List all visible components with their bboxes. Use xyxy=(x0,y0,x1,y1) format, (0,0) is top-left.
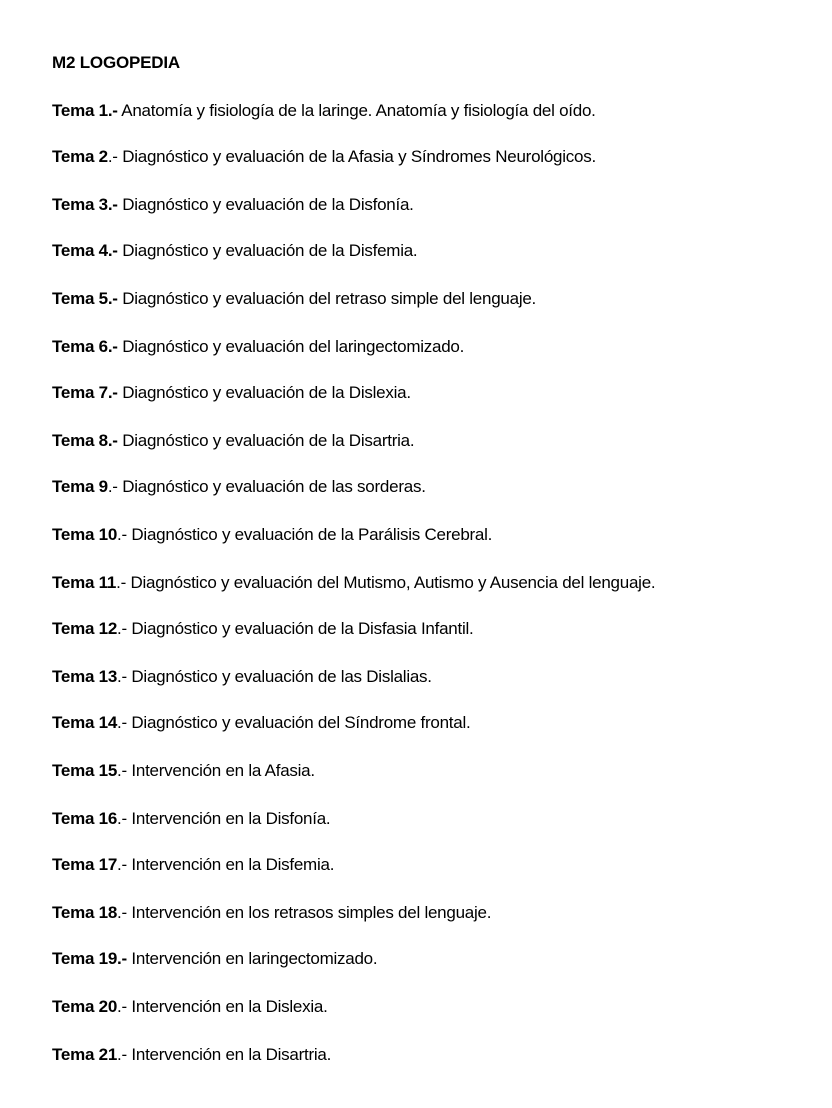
topic-item xyxy=(52,476,426,498)
topic-item xyxy=(52,288,536,310)
topic-text: Diagnóstico y evaluación de las sorderas. xyxy=(117,477,426,496)
topic-item xyxy=(52,712,470,734)
topic-item xyxy=(52,146,596,168)
topic-text: Diagnóstico y evaluación del laringectomizado. xyxy=(117,337,465,356)
topic-separator: .- xyxy=(117,619,127,638)
topic-item xyxy=(52,430,414,452)
topic-number: Tema 1.- xyxy=(52,101,118,120)
topic-item xyxy=(52,808,330,830)
document-heading: M2 LOGOPEDIA xyxy=(52,53,180,72)
topic-separator: .- xyxy=(117,713,127,732)
topic-number: Tema 4.- xyxy=(52,241,118,260)
topic-item xyxy=(52,194,414,216)
topic-text: Intervención en la Disfonía. xyxy=(126,809,331,828)
topic-number: Tema 11 xyxy=(52,573,117,592)
topic-text: Diagnóstico y evaluación de la Afasia y Síndromes Neurológicos. xyxy=(117,147,596,166)
topic-text: Intervención en la Disartria. xyxy=(126,1045,332,1064)
topic-number: Tema 3.- xyxy=(52,195,118,214)
topic-separator: .- xyxy=(117,809,127,828)
topic-item xyxy=(52,572,655,594)
topic-text: Diagnóstico y evaluación de la Dislexia. xyxy=(117,383,411,402)
topic-text: Intervención en la Afasia. xyxy=(126,761,315,780)
topic-item xyxy=(52,902,491,924)
topic-number: Tema 7.- xyxy=(52,383,118,402)
topic-separator: .- xyxy=(117,761,127,780)
topic-number: Tema 16 xyxy=(52,809,118,828)
topic-text: Diagnóstico y evaluación del Síndrome frontal. xyxy=(126,713,471,732)
topic-number: Tema 19.- xyxy=(52,949,127,968)
topic-number: Tema 2 xyxy=(52,147,108,166)
topic-item xyxy=(52,760,315,782)
topic-separator: .- xyxy=(117,855,127,874)
topic-number: Tema 10 xyxy=(52,525,118,544)
topic-item xyxy=(52,336,464,358)
topic-number: Tema 12 xyxy=(52,619,118,638)
topic-number: Tema 13 xyxy=(52,667,118,686)
topic-number: Tema 9 xyxy=(52,477,108,496)
topic-separator: .- xyxy=(117,997,127,1016)
topic-text: Diagnóstico y evaluación de la Parálisis Cerebral. xyxy=(126,525,493,544)
topic-number: Tema 6.- xyxy=(52,337,118,356)
topic-item xyxy=(52,948,377,970)
topic-item xyxy=(52,382,411,404)
topic-text: Diagnóstico y evaluación de la Disfasia Infantil. xyxy=(126,619,474,638)
topic-separator: .- xyxy=(116,573,126,592)
topic-item xyxy=(52,666,432,688)
topic-item xyxy=(52,996,328,1018)
topic-text: Diagnóstico y evaluación de la Disfonía. xyxy=(117,195,414,214)
topic-text: Diagnóstico y evaluación del Mutismo, Autismo y Ausencia del lenguaje. xyxy=(125,573,656,592)
topic-number: Tema 20 xyxy=(52,997,118,1016)
topic-item xyxy=(52,618,474,640)
topic-text: Anatomía y fisiología de la laringe. Anatomía y fisiología del oído. xyxy=(117,101,596,120)
topic-number: Tema 14 xyxy=(52,713,118,732)
topic-item xyxy=(52,240,417,262)
topic-text: Intervención en laringectomizado. xyxy=(126,949,378,968)
topic-text: Diagnóstico y evaluación de la Disartria. xyxy=(117,431,415,450)
topic-text: Intervención en la Dislexia. xyxy=(126,997,328,1016)
topic-separator: .- xyxy=(117,525,127,544)
topic-item xyxy=(52,1044,331,1066)
topic-separator: .- xyxy=(117,1045,127,1064)
topic-separator: .- xyxy=(107,147,118,166)
topic-item xyxy=(52,524,492,546)
topic-number: Tema 21 xyxy=(52,1045,118,1064)
topic-separator: .- xyxy=(117,667,127,686)
topic-number: Tema 5.- xyxy=(52,289,118,308)
topic-item xyxy=(52,100,596,122)
topic-separator: .- xyxy=(107,477,118,496)
topic-separator: .- xyxy=(117,903,127,922)
topic-text: Intervención en los retrasos simples del lenguaje. xyxy=(126,903,492,922)
topic-text: Diagnóstico y evaluación de las Dislalias. xyxy=(126,667,432,686)
topic-number: Tema 18 xyxy=(52,903,118,922)
topic-item xyxy=(52,854,334,876)
topic-text: Intervención en la Disfemia. xyxy=(126,855,335,874)
topic-number: Tema 17 xyxy=(52,855,118,874)
topic-number: Tema 15 xyxy=(52,761,118,780)
topic-text: Diagnóstico y evaluación de la Disfemia. xyxy=(117,241,418,260)
topic-text: Diagnóstico y evaluación del retraso simple del lenguaje. xyxy=(117,289,537,308)
topic-number: Tema 8.- xyxy=(52,431,118,450)
